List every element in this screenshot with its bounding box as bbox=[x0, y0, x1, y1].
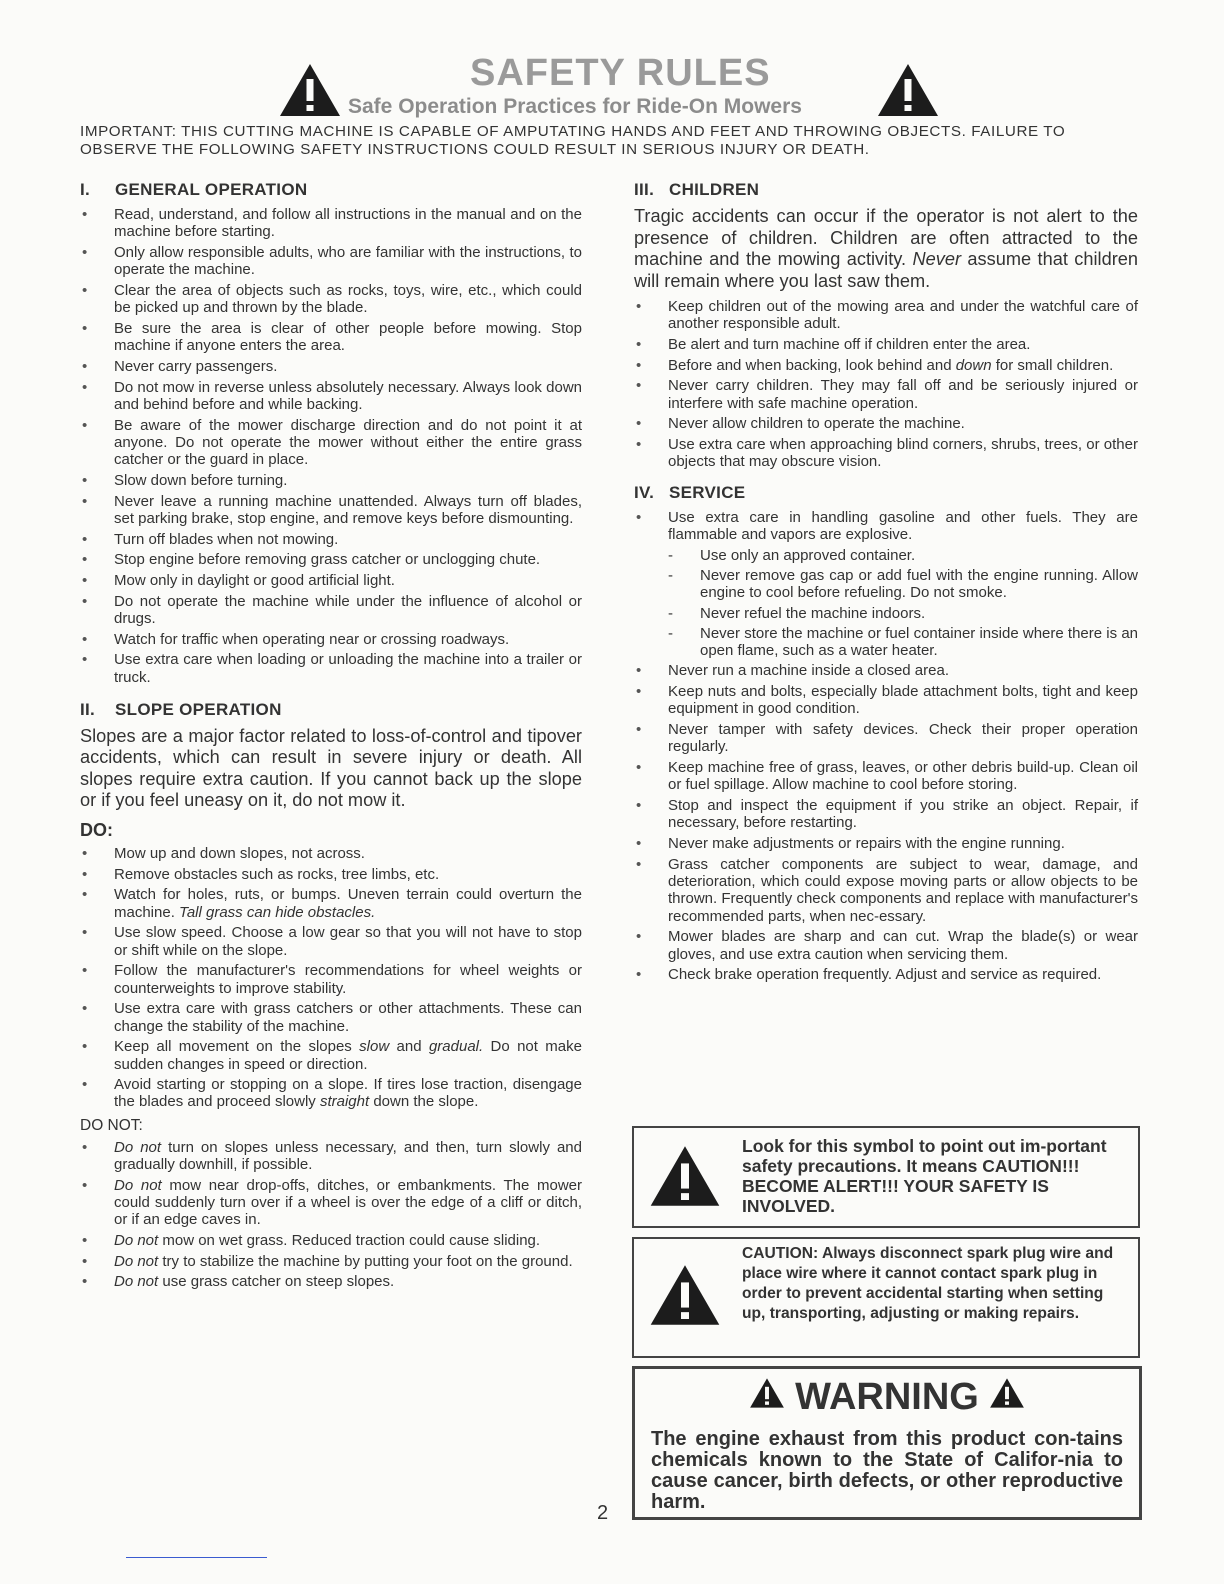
list-item: • Mow only in daylight or good artificial light. bbox=[80, 572, 582, 589]
list-item: • Watch for holes, ruts, or bumps. Uneven terrain could overturn the machine. Tall grass can hide obstacles. bbox=[80, 886, 582, 921]
caution-text: CAUTION: Always disconnect spark plug wire and place wire where it cannot contact spark plug in order to prevent accidental starting when setting up, transporting, adjusting or making repairs. bbox=[742, 1245, 1114, 1322]
section-number: III. bbox=[634, 180, 655, 199]
right-column bbox=[634, 180, 1138, 987]
page-subtitle: Safe Operation Practices for Ride-On Mowers bbox=[348, 95, 802, 118]
fuel-sublist bbox=[634, 547, 1138, 660]
service-list-continued bbox=[634, 662, 1138, 983]
general-list bbox=[80, 206, 582, 686]
warning-triangle-icon bbox=[648, 1144, 722, 1213]
section-heading-children bbox=[634, 180, 1138, 200]
important-text: THIS CUTTING MACHINE IS CAPABLE OF AMPUTATING HANDS AND FEET AND THROWING OBJECTS. FAILURE TO OBSERVE THE FOLLOWING SAFETY INSTRUCTIONS COULD RESULT IN SERIOUS INJURY OR DEATH. bbox=[80, 123, 1066, 158]
do-not-label: DO NOT: bbox=[80, 1116, 143, 1134]
list-item: • Read, understand, and follow all instructions in the manual and on the machine before starting. bbox=[80, 206, 582, 241]
warning-triangle-icon bbox=[648, 1263, 722, 1332]
warning-box bbox=[632, 1366, 1142, 1520]
warning-triangle-icon bbox=[876, 62, 940, 118]
list-item: • Slow down before turning. bbox=[80, 472, 582, 489]
left-column bbox=[80, 180, 582, 1294]
section-number: I. bbox=[80, 180, 91, 199]
children-list bbox=[634, 298, 1138, 471]
list-item: • Do not mow in reverse unless absolutely necessary. Always look down and behind before and while backing. bbox=[80, 379, 582, 414]
list-item: • Before and when backing, look behind and down for small children. bbox=[634, 357, 1138, 374]
footer-divider bbox=[126, 1557, 267, 1558]
list-item: • Be sure the area is clear of other people before mowing. Stop machine if anyone enters the area. bbox=[80, 320, 582, 355]
list-item: • Keep children out of the mowing area and under the watchful care of another responsible adult. bbox=[634, 298, 1138, 333]
list-item: • Keep machine free of grass, leaves, or other debris build-up. Clean oil or fuel spillage. Allow machine to cool before storing. bbox=[634, 759, 1138, 794]
section-heading-slope bbox=[80, 700, 582, 720]
list-item: • Use extra care when loading or unloading the machine into a trailer or truck. bbox=[80, 651, 582, 686]
list-item: • Do not operate the machine while under the influence of alcohol or drugs. bbox=[80, 593, 582, 628]
list-item: • Remove obstacles such as rocks, tree limbs, etc. bbox=[80, 866, 582, 883]
section-number: IV. bbox=[634, 482, 655, 502]
important-notice bbox=[80, 123, 1142, 159]
caution-box bbox=[632, 1237, 1140, 1358]
list-item: • Do not mow on wet grass. Reduced traction could cause sliding. bbox=[80, 1232, 582, 1249]
list-item: • Never allow children to operate the machine. bbox=[634, 415, 1138, 432]
service-list bbox=[634, 509, 1138, 544]
warning-triangle-icon bbox=[749, 1376, 785, 1419]
list-item: • Stop and inspect the equipment if you strike an object. Repair, if necessary, before restarting. bbox=[634, 797, 1138, 832]
page-number: 2 bbox=[597, 1502, 609, 1524]
warning-text: The engine exhaust from this product con-tains chemicals known to the State of Califor-nia to cause cancer, birth defects, or other reproductive harm. bbox=[651, 1428, 1123, 1513]
warning-heading bbox=[635, 1375, 1139, 1419]
section-title: SERVICE bbox=[669, 482, 746, 502]
warning-triangle-icon bbox=[278, 62, 342, 118]
list-item: • Never leave a running machine unattended. Always turn off blades, set parking brake, stop engine, and remove keys before dismounting. bbox=[80, 493, 582, 528]
list-item: • Keep all movement on the slopes slow and gradual. Do not make sudden changes in speed or direction. bbox=[80, 1038, 582, 1073]
list-item: • Avoid starting or stopping on a slope. If tires lose traction, disengage the blades and proceed slowly straight down the slope. bbox=[80, 1076, 582, 1111]
list-item: • Do not try to stabilize the machine by putting your foot on the ground. bbox=[80, 1253, 582, 1270]
list-item: • Stop engine before removing grass catcher or unclogging chute. bbox=[80, 551, 582, 568]
list-item: - Never refuel the machine indoors. bbox=[634, 605, 1138, 622]
list-item: • Use extra care with grass catchers or other attachments. These can change the stability of the machine. bbox=[80, 1000, 582, 1035]
list-item: - Never store the machine or fuel container inside where there is an open flame, such as a water heater. bbox=[634, 625, 1138, 660]
list-item: • Use slow speed. Choose a low gear so that you will not have to stop or shift while on the slope. bbox=[80, 924, 582, 959]
important-label: IMPORTANT: bbox=[80, 123, 177, 140]
list-item: • Check brake operation frequently. Adjust and service as required. bbox=[634, 966, 1138, 983]
list-item: • Grass catcher components are subject to wear, damage, and deterioration, which could expose moving parts or allow objects to be thrown. Frequently check components and replace with manufacturer's recommended parts, when nec-essary. bbox=[634, 856, 1138, 925]
list-item: • Mow up and down slopes, not across. bbox=[80, 845, 582, 862]
list-item: • Do not use grass catcher on steep slopes. bbox=[80, 1273, 582, 1290]
section-title: SLOPE OPERATION bbox=[115, 699, 282, 719]
warning-title: WARNING bbox=[795, 1376, 979, 1419]
list-item: • Use extra care when approaching blind corners, shrubs, trees, or other objects that may obscure vision. bbox=[634, 436, 1138, 471]
list-item: • Never make adjustments or repairs with the engine running. bbox=[634, 835, 1138, 852]
list-item: • Do not mow near drop-offs, ditches, or embankments. The mower could suddenly turn over if a wheel is over the edge of a cliff or ditch, or if an edge caves in. bbox=[80, 1177, 582, 1229]
list-item: • Mower blades are sharp and can cut. Wrap the blade(s) or wear gloves, and use extra caution when servicing them. bbox=[634, 928, 1138, 963]
list-item: - Use only an approved container. bbox=[634, 547, 1138, 564]
do-not-list bbox=[80, 1139, 582, 1291]
list-item: - Never remove gas cap or add fuel with the engine running. Allow engine to cool before refueling. Do not smoke. bbox=[634, 567, 1138, 602]
list-item: • Never carry children. They may fall off and be seriously injured or interfere with safe machine operation. bbox=[634, 377, 1138, 412]
section-heading-service bbox=[634, 483, 1138, 503]
list-item: • Never tamper with safety devices. Check their proper operation regularly. bbox=[634, 721, 1138, 756]
list-item: • Follow the manufacturer's recommendations for wheel weights or counterweights to improve stability. bbox=[80, 962, 582, 997]
do-label: DO: bbox=[80, 819, 113, 840]
list-item: • Do not turn on slopes unless necessary, and then, turn slowly and gradually downhill, if possible. bbox=[80, 1139, 582, 1174]
section-number: II. bbox=[80, 699, 96, 719]
safety-symbol-text: Look for this symbol to point out im-portant safety precautions. It means CAUTION!!! BECOME ALERT!!! YOUR SAFETY IS INVOLVED. bbox=[742, 1136, 1107, 1216]
section-title: GENERAL OPERATION bbox=[115, 180, 308, 199]
list-item: • Only allow responsible adults, who are familiar with the instructions, to operate the machine. bbox=[80, 244, 582, 279]
do-list bbox=[80, 845, 582, 1111]
section-heading-general bbox=[80, 180, 582, 200]
children-intro: Tragic accidents can occur if the operator is not alert to the presence of children. Children are often attracted to the machine and the mowing activity. Never assume that children will remain where you last saw them. bbox=[634, 206, 1138, 291]
list-item: • Never carry passengers. bbox=[80, 358, 582, 375]
warning-triangle-icon bbox=[989, 1376, 1025, 1419]
list-item: • Keep nuts and bolts, especially blade attachment bolts, tight and keep equipment in good condition. bbox=[634, 683, 1138, 718]
page-title: SAFETY RULES bbox=[470, 52, 771, 94]
list-item: • Clear the area of objects such as rocks, toys, wire, etc., which could be picked up and thrown by the blade. bbox=[80, 282, 582, 317]
slope-intro: Slopes are a major factor related to loss-of-control and tipover accidents, which can result in severe injury or death. All slopes require extra caution. If you cannot back up the slope or if you feel uneasy on it, do not mow it. bbox=[80, 725, 582, 811]
list-item: • Be alert and turn machine off if children enter the area. bbox=[634, 336, 1138, 353]
list-item: • Never run a machine inside a closed area. bbox=[634, 662, 1138, 679]
section-title: CHILDREN bbox=[669, 180, 760, 199]
list-item: • Be aware of the mower discharge direction and do not point it at anyone. Do not operate the mower without either the entire grass catcher or the guard in place. bbox=[80, 417, 582, 469]
safety-symbol-box bbox=[632, 1126, 1140, 1228]
list-item: • Use extra care in handling gasoline and other fuels. They are flammable and vapors are explosive. bbox=[634, 509, 1138, 544]
list-item: • Watch for traffic when operating near or crossing roadways. bbox=[80, 631, 582, 648]
list-item: • Turn off blades when not mowing. bbox=[80, 531, 582, 548]
